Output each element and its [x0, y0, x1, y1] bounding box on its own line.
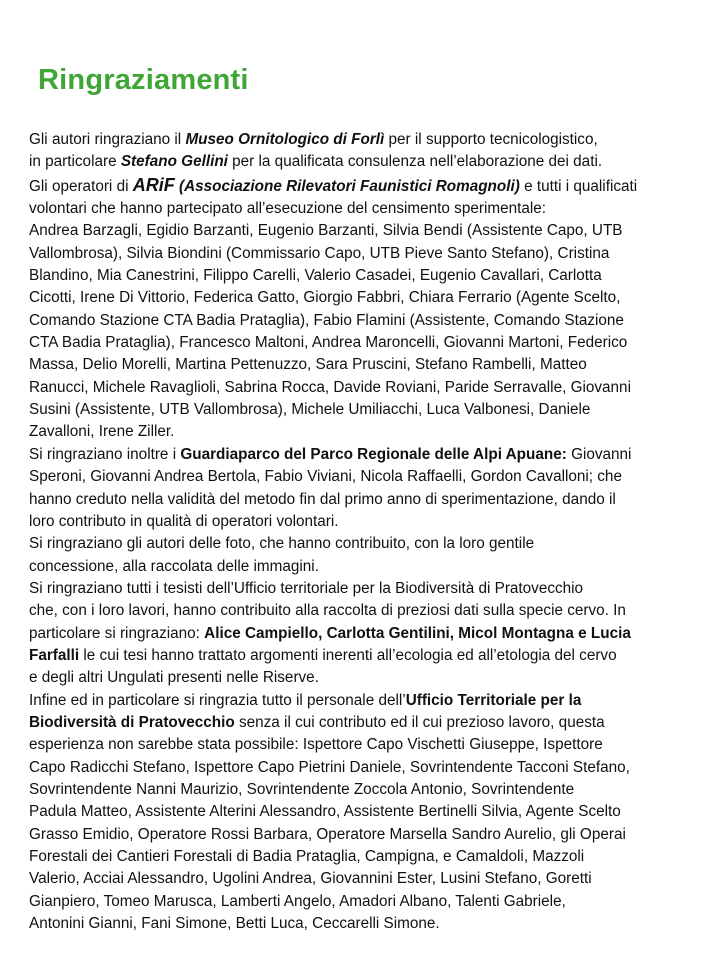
text-run: per il supporto tecnicologistico, — [384, 131, 598, 148]
text-line — [29, 265, 705, 287]
text-run: per la qualificata consulenza nell’elaborazione dei dati. — [227, 153, 603, 171]
text-run: Blandino, Mia Canestrini, Filippo Carelli, Valerio Casadei, Eugenio Cavallari, Carlotta — [29, 267, 602, 285]
text-run: Valerio, Acciai Alessandro, Ugolini Andrea, Giovannini Ester, Lusini Stefano, Goretti — [29, 870, 592, 888]
text-line — [29, 600, 705, 622]
text-line — [29, 667, 705, 689]
text-run: e tutti i qualificati — [519, 177, 638, 195]
text-line — [29, 444, 705, 466]
text-line — [29, 287, 705, 309]
text-run: Si ringraziano gli autori delle foto, che hanno contribuito, con la loro gentile — [29, 535, 535, 553]
text-run: Giovanni — [566, 445, 632, 463]
text-run: Gli autori ringraziano il — [29, 131, 186, 148]
emphasized-text: (Associazione Rilevatori Faunistici Romagnoli) — [174, 177, 520, 195]
text-run: Si ringraziano tutti i tesisti dell’Ufficio territoriale per la Biodiversità di Pratovecchio — [29, 579, 584, 597]
text-line — [29, 220, 705, 242]
emphasized-text: Biodiversità di Pratovecchio — [29, 713, 235, 731]
text-line — [29, 801, 705, 823]
text-line — [29, 690, 705, 712]
text-run: Gianpiero, Tomeo Marusca, Lamberti Angelo, Amadori Albano, Talenti Gabriele, — [29, 892, 566, 910]
text-run: esperienza non sarebbe stata possibile: Ispettore Capo Vischetti Giuseppe, Ispettore — [29, 736, 603, 754]
text-line — [29, 421, 705, 443]
text-line — [29, 332, 705, 354]
text-run: Gli operatori di — [29, 177, 133, 195]
emphasized-text: Guardiaparco del Parco Regionale delle Alpi Apuane: — [180, 445, 567, 463]
text-run: Padula Matteo, Assistente Alterini Alessandro, Assistente Bertinelli Silvia, Agente Scelto — [29, 803, 621, 821]
emphasized-text: Farfalli — [29, 646, 80, 664]
text-run: Infine ed in particolare si ringrazia tutto il personale dell’ — [29, 691, 406, 709]
text-line — [29, 129, 705, 151]
text-run: che, con i loro lavori, hanno contribuito alla raccolta di preziosi dati sulla specie cervo. In — [29, 602, 626, 620]
emphasized-text: Stefano Gellini — [120, 153, 228, 171]
text-line — [29, 354, 705, 376]
text-run: Susini (Assistente, UTB Vallombrosa), Michele Umiliacchi, Luca Valbonesi, Daniele — [29, 401, 591, 419]
text-line — [29, 377, 705, 399]
text-run: Comando Stazione CTA Badia Prataglia), Fabio Flamini (Assistente, Comando Stazione — [29, 311, 624, 329]
text-line — [29, 913, 705, 935]
text-run: particolare si ringraziano: — [29, 624, 205, 642]
text-line — [29, 533, 705, 555]
text-run: Antonini Gianni, Fani Simone, Betti Luca, Ceccarelli Simone. — [29, 915, 440, 933]
text-line — [29, 151, 705, 173]
emphasized-text: Ufficio Territoriale per la — [405, 691, 582, 709]
text-run: loro contributo in qualità di operatori volontari. — [29, 512, 339, 530]
text-line — [29, 712, 705, 734]
emphasized-text: Alice Campiello, Carlotta Gentilini, Micol Montagna e Lucia — [204, 624, 631, 642]
text-line — [29, 734, 705, 756]
text-line — [29, 757, 705, 779]
text-run: Grasso Emidio, Operatore Rossi Barbara, Operatore Marsella Sandro Aurelio, gli Operai — [29, 825, 626, 843]
text-run: Forestali dei Cantieri Forestali di Badia Prataglia, Campigna, e Camaldoli, Mazzoli — [29, 848, 585, 865]
text-line — [29, 466, 705, 488]
text-run: Si ringraziano inoltre i — [29, 445, 181, 463]
text-line — [29, 846, 705, 868]
text-run: senza il cui contributo ed il cui prezioso lavoro, questa — [234, 713, 605, 731]
text-line — [29, 891, 705, 913]
text-line — [29, 556, 705, 578]
text-run: e degli altri Ungulati presenti nelle Riserve. — [29, 669, 319, 687]
emphasized-text: Museo Ornitologico di Forlì — [185, 131, 385, 148]
text-run: Ranucci, Michele Ravaglioli, Sabrina Rocca, Davide Roviani, Paride Serravalle, Giovanni — [29, 378, 631, 396]
text-line — [29, 399, 705, 421]
text-run: Andrea Barzagli, Egidio Barzanti, Eugenio Barzanti, Silvia Bendi (Assistente Capo, UTB — [29, 222, 623, 240]
text-line — [29, 645, 705, 667]
text-run: Sovrintendente Nanni Maurizio, Sovrintendente Zoccola Antonio, Sovrintendente — [29, 780, 575, 798]
text-line — [29, 198, 705, 220]
emphasized-text: ARiF — [132, 174, 175, 195]
text-line — [29, 310, 705, 332]
text-run: concessione, alla raccolata delle immagini. — [29, 557, 319, 575]
text-line — [29, 868, 705, 890]
text-line — [29, 243, 705, 265]
text-line — [29, 623, 705, 645]
text-line — [29, 824, 705, 846]
text-run: in particolare — [29, 153, 121, 171]
text-run: CTA Badia Prataglia), Francesco Maltoni, Andrea Maroncelli, Giovanni Martoni, Federico — [29, 334, 628, 352]
slide-title: Ringraziamenti — [38, 64, 249, 96]
text-run: Capo Radicchi Stefano, Ispettore Capo Pietrini Daniele, Sovrintendente Tacconi Stefano, — [29, 758, 630, 776]
text-run: Vallombrosa), Silvia Biondini (Commissario Capo, UTB Pieve Santo Stefano), Cristina — [29, 244, 610, 262]
text-run: hanno creduto nella validità del metodo fin dal primo anno di sperimentazione, dando il — [29, 490, 616, 508]
text-run: volontari che hanno partecipato all’esecuzione del censimento sperimentale: — [29, 200, 547, 218]
text-line — [29, 511, 705, 533]
text-run: Cicotti, Irene Di Vittorio, Federica Gatto, Giorgio Fabbri, Chiara Ferrario (Agente Scelto, — [29, 289, 621, 307]
acknowledgements-body — [29, 129, 705, 935]
text-run: Zavalloni, Irene Ziller. — [29, 423, 175, 441]
text-run: le cui tesi hanno trattato argomenti inerenti all’ecologia ed all’etologia del cervo — [79, 646, 617, 664]
text-run: Massa, Delio Morelli, Martina Pettenuzzo, Sara Pruscini, Stefano Rambelli, Matteo — [29, 356, 587, 374]
text-line — [29, 578, 705, 600]
text-line — [29, 489, 705, 511]
text-line — [29, 174, 705, 198]
text-run: Speroni, Giovanni Andrea Bertola, Fabio Viviani, Nicola Raffaelli, Gordon Cavalloni; che — [29, 468, 622, 486]
text-line — [29, 779, 705, 801]
